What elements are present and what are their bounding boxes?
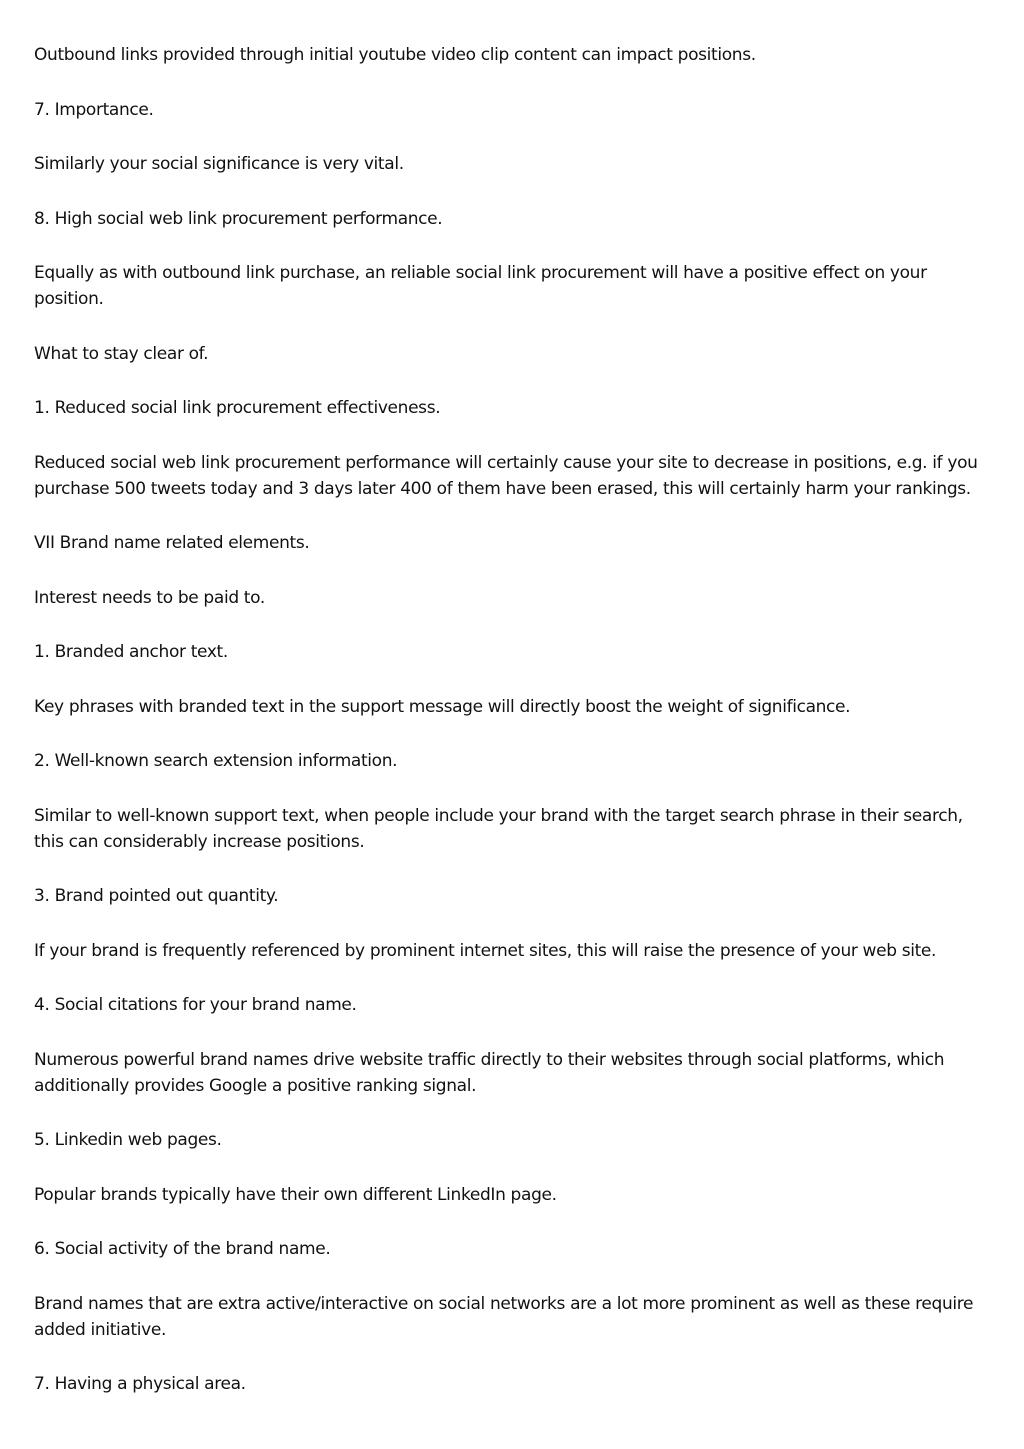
paragraph-interest: Interest needs to be paid to. <box>34 587 265 608</box>
heading-branded-anchor-text: 1. Branded anchor text. <box>34 642 228 662</box>
heading-social-citations: 4. Social citations for your brand name. <box>34 995 357 1015</box>
paragraph-social-link-procurement: Equally as with outbound link purchase, an reliable social link procurement will have a positive effect on your position. <box>34 263 927 309</box>
paragraph-reduced-performance: Reduced social web link procurement performance will certainly cause your site to decrease in positions, e.g. if you purchase 500 tweets today and 3 days later 400 of them have been erased, this will certainly harm your rankings. <box>34 452 978 499</box>
paragraph-branded-anchor-text: Key phrases with branded text in the support message will directly boost the weight of significance. <box>34 696 851 717</box>
heading-brand-mentions: 3. Brand pointed out quantity. <box>34 886 279 906</box>
heading-social-link-performance: 8. High social web link procurement performance. <box>34 208 443 229</box>
section-heading-brand-elements: VII Brand name related elements. <box>34 533 310 553</box>
heading-what-to-avoid: What to stay clear of. <box>34 343 209 364</box>
heading-linkedin-pages: 5. Linkedin web pages. <box>34 1130 222 1150</box>
paragraph-outbound-links: Outbound links provided through initial youtube video clip content can impact positions. <box>34 45 756 65</box>
heading-search-extension: 2. Well-known search extension information. <box>34 751 398 771</box>
heading-social-activity: 6. Social activity of the brand name. <box>34 1239 331 1259</box>
paragraph-social-citations: Numerous powerful brand names drive website traffic directly to their websites through social platforms, which additionally provides Google a positive ranking signal. <box>34 1049 945 1096</box>
heading-importance: 7. Importance. <box>34 99 154 120</box>
heading-physical-area: 7. Having a physical area. <box>34 1374 246 1394</box>
paragraph-linkedin-pages: Popular brands typically have their own different LinkedIn page. <box>34 1184 557 1205</box>
document-body <box>34 42 994 1426</box>
paragraph-search-extension: Similar to well-known support text, when people include your brand with the target search phrase in their search, this can considerably increase positions. <box>34 805 963 852</box>
heading-reduced-effectiveness: 1. Reduced social link procurement effectiveness. <box>34 398 441 418</box>
paragraph-social-activity: Brand names that are extra active/interactive on social networks are a lot more prominent as well as these require added initiative. <box>34 1293 974 1340</box>
paragraph-social-significance: Similarly your social significance is very vital. <box>34 154 404 174</box>
paragraph-brand-mentions: If your brand is frequently referenced by prominent internet sites, this will raise the presence of your web site. <box>34 940 937 961</box>
